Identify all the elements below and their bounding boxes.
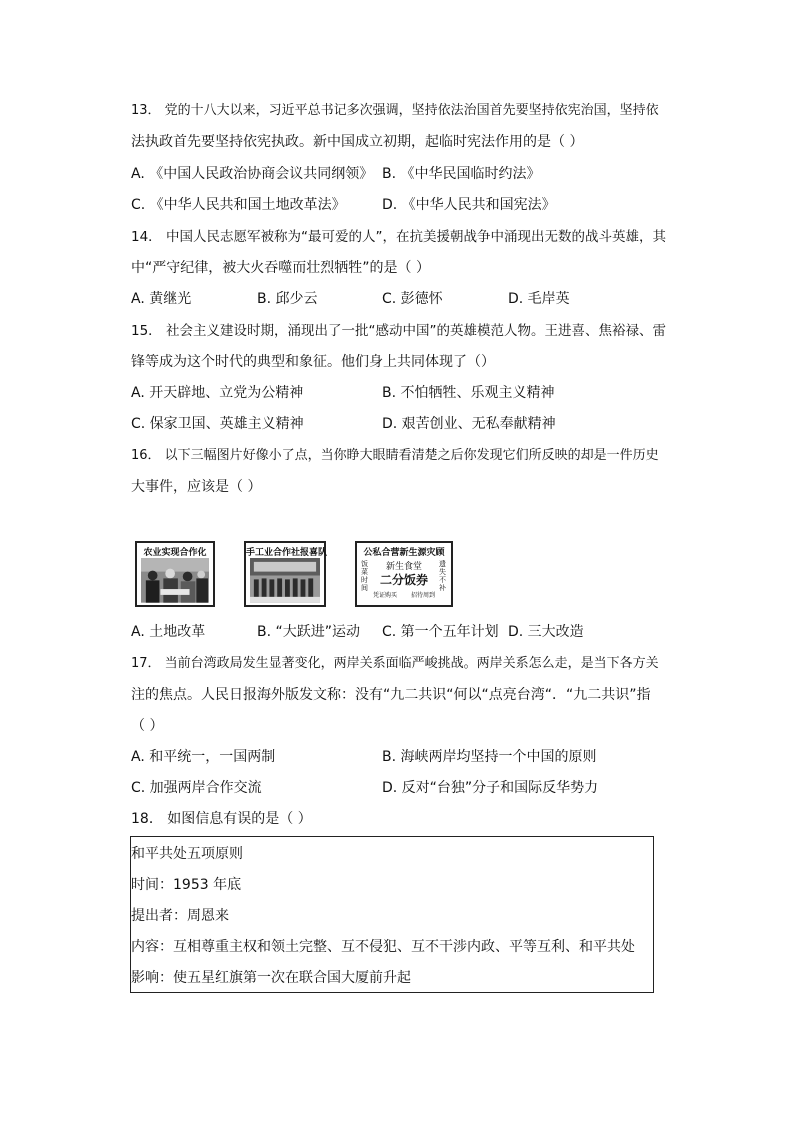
q15-option-d: D. 艰苦创业、无私奉献精神 xyxy=(382,416,556,432)
q16-option-c: C. 第一个五年计划 xyxy=(382,624,499,640)
q17-option-a: A. 和平统一，一国两制 xyxy=(131,749,276,765)
q17-option-b: B. 海峡两岸均坚持一个中国的原则 xyxy=(382,749,597,765)
q17-stem-line3: （ ） xyxy=(131,718,164,734)
picture-agriculture-cooperative xyxy=(135,541,215,607)
ticket-right-text: 遗失不补 xyxy=(439,560,446,592)
picture-2-caption: 手工业合作社报喜队 xyxy=(246,548,328,558)
ticket-bottom-left: 凭证购买 xyxy=(373,592,398,599)
info-box-content: 内容：互相尊重主权和领土完整、互不侵犯、互不干涉内政、平等互利、和平共处 xyxy=(131,939,635,955)
q17-option-d: D. 反对“台独”分子和国际反华势力 xyxy=(382,780,599,796)
ticket-main-text: 二分饭券 xyxy=(379,573,428,587)
info-box-proposer: 提出者：周恩来 xyxy=(131,908,229,924)
q14-option-c: C. 彭德怀 xyxy=(382,291,443,307)
five-principles-info-box xyxy=(130,836,654,993)
q13-stem-line1: 13． 党的十八大以来，习近平总书记多次强调，坚持依法治国首先要坚持依宪治国，坚持依 xyxy=(131,103,659,118)
q15-option-b: B. 不怕牺牲、乐观主义精神 xyxy=(382,385,555,401)
meal-ticket xyxy=(361,557,447,601)
info-box-time: 时间：1953 年底 xyxy=(131,877,242,893)
ticket-bottom-right: 招待周到 xyxy=(410,592,435,599)
ticket-title: 新生食堂 xyxy=(385,562,422,572)
q17-stem-line1: 17． 当前台湾政局发生显著变化，两岸关系面临严峻挑战。两岸关系怎么走，是当下各方关 xyxy=(131,656,659,671)
q14-option-a: A. 黄继光 xyxy=(131,291,192,307)
q14-option-b: B. 邱少云 xyxy=(257,291,318,307)
q16-option-a: A. 土地改革 xyxy=(131,624,206,640)
picture-1-caption: 农业实现合作化 xyxy=(143,548,207,558)
q15-option-c: C. 保家卫国、英雄主义精神 xyxy=(131,416,304,432)
q13-option-a: A. 《中国人民政治协商会议共同纲领》 xyxy=(131,166,374,182)
q14-stem-line1: 14． 中国人民志愿军被称为“最可爱的人”，在抗美援朝战争中涌现出无数的战斗英雄，其 xyxy=(131,229,666,245)
q13-option-d: D. 《中华人民共和国宪法》 xyxy=(382,197,556,213)
q17-option-c: C. 加强两岸合作交流 xyxy=(131,780,262,796)
picture-3-caption: 公私合营新生源灾顾 xyxy=(363,548,445,558)
picture-handicraft-cooperative xyxy=(244,541,326,607)
q16-stem-line2: 大事件，应该是（ ） xyxy=(131,479,262,495)
q16-option-d: D. 三大改造 xyxy=(508,624,584,640)
q15-stem-line1: 15． 社会主义建设时期，涌现出了一批“感动中国”的英雄模范人物。王进喜、焦裕禄、雷 xyxy=(131,323,666,339)
q17-stem-line2: 注的焦点。人民日报海外版发文称：没有“九二共识“何以“点亮台湾“．“九二共识”指 xyxy=(131,687,651,703)
parade-photo xyxy=(250,558,320,603)
q13-option-b: B. 《中华民国临时约法》 xyxy=(382,166,541,182)
q18-stem: 18． 如图信息有误的是（ ） xyxy=(131,811,312,827)
q16-option-b: B. “大跃进”运动 xyxy=(257,624,361,640)
ticket-left-text: 饭菜时间 xyxy=(361,560,368,592)
q14-option-d: D. 毛岸英 xyxy=(508,291,570,307)
info-box-heading: 和平共处五项原则 xyxy=(131,846,243,862)
q16-stem-line1: 16． 以下三幅图片好像小了点，当你睁大眼睛看清楚之后你发现它们所反映的却是一件历史 xyxy=(131,448,659,463)
q15-stem-line2: 锋等成为这个时代的典型和象征。他们身上共同体现了（） xyxy=(131,354,495,370)
info-box-impact: 影响：使五星红旗第一次在联合国大厦前升起 xyxy=(131,970,411,986)
q15-option-a: A. 开天辟地、立党为公精神 xyxy=(131,385,304,401)
picture-joint-venture-ticket xyxy=(355,541,453,607)
q13-stem-line2: 法执政首先要坚持依宪执政。新中国成立初期，起临时宪法作用的是（ ） xyxy=(131,134,584,150)
q14-stem-line2: 中“严守纪律，被大火吞噬而壮烈牺牲”的是（ ） xyxy=(131,260,430,276)
q13-option-c: C. 《中华人民共和国土地改革法》 xyxy=(131,197,346,213)
farmers-photo xyxy=(141,558,209,603)
